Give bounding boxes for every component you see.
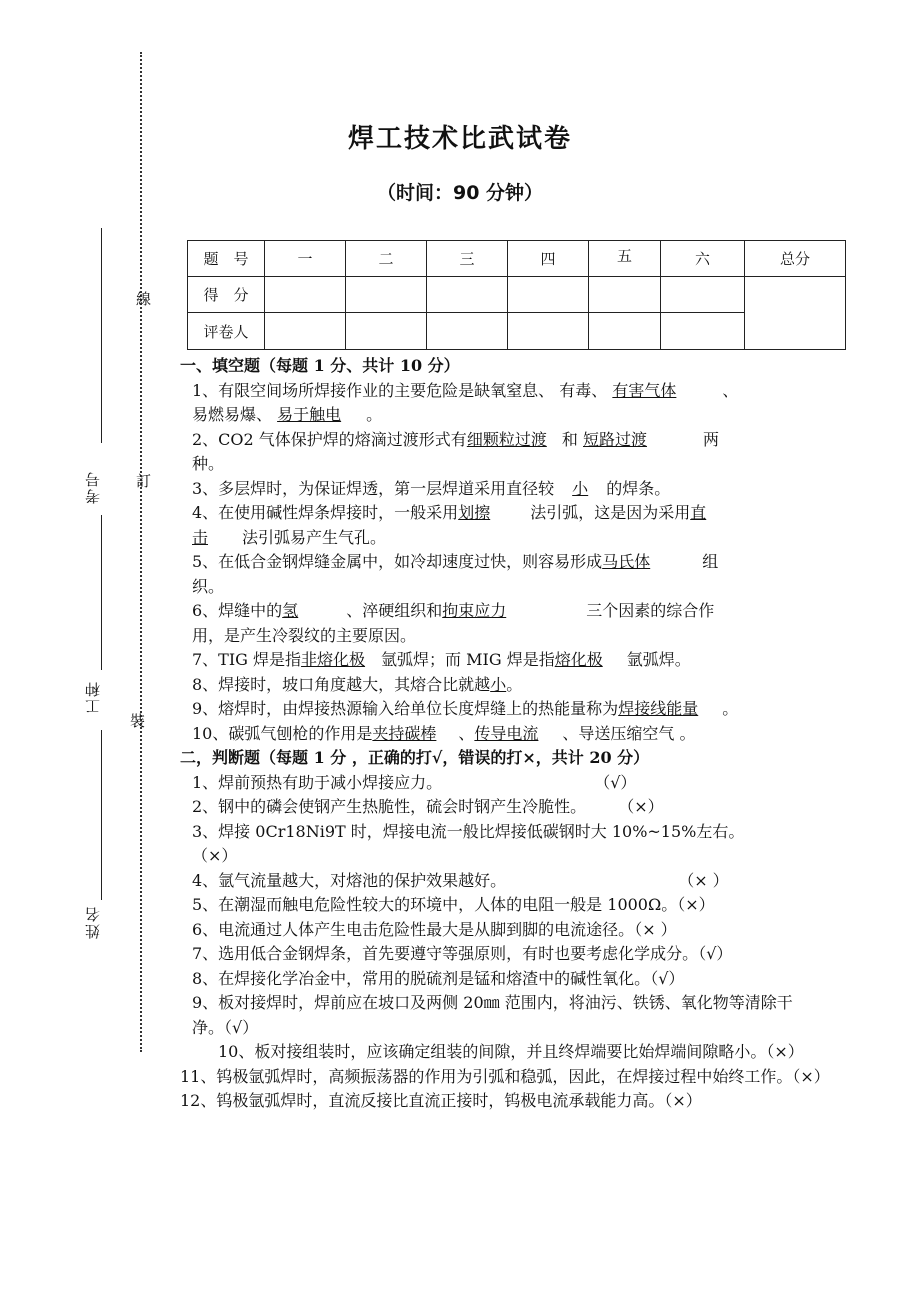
section2-heading: 二，判断题（每题 1 分 ，正确的打√，错误的打×，共计 20 分） (180, 748, 650, 767)
job-line (101, 515, 102, 670)
score-cell[interactable] (589, 277, 661, 313)
answer-blank: 小 (490, 674, 507, 694)
judge-question: 10、板对接组装时，应该确定组装的间隙，并且终焊端要比始焊端间隙略小。（×） (218, 1042, 804, 1061)
judge-answer: （×） (766, 1042, 804, 1061)
judge-question: 2、钢中的磷会使钢产生热脆性，硫会时钢产生冷脆性。 （×） (192, 797, 664, 816)
judge-answer: （×） (192, 846, 238, 865)
judge-question: 1、焊前预热有助于减小焊接应力。 （√） (192, 772, 637, 792)
grader-cell[interactable] (265, 313, 346, 350)
judge-answer: （×） (792, 1066, 830, 1086)
fill-question-2: 2、CO2 气体保护焊的熔滴过渡形式有细颗粒过渡 和 短路过渡 两 种。 (192, 429, 720, 473)
judge-question: 4、氩气流量越大，对熔池的保护效果越好。 （× ） (192, 870, 729, 890)
judge-answer: （√） (224, 1017, 259, 1037)
score-table (187, 240, 846, 350)
answer-blank: 拘束应力 (442, 601, 507, 620)
judge-answer: （×） (626, 797, 664, 816)
answer-blank: 易于触电 (277, 405, 342, 424)
grader-cell[interactable] (427, 313, 508, 350)
name-line (101, 730, 102, 900)
judge-question: 9、板对接焊时，焊前应在坡口及两侧 20㎜ 范围内，将油污、铁锈、氧化物等清除干净。（√） (192, 993, 793, 1037)
exam-no-label: 考号 (84, 470, 102, 504)
score-row-label: 得 分 (188, 277, 265, 313)
name-label: 姓名 (84, 905, 102, 939)
fill-question-1: 1、有限空间场所焊接作业的主要危险是缺氧窒息、 有毒、 有害气体 、 易燃易爆、 易于触电 。 (180, 379, 800, 428)
answer-blank: 小 (572, 478, 589, 498)
score-header-cell: 题 号 (188, 241, 265, 277)
answer-blank: 细颗粒过渡 (466, 429, 547, 449)
fill-question-8: 8、焊接时，坡口角度越大，其熔合比就越小。 (180, 673, 800, 698)
judge-question: 6、电流通过人体产生电击危险性最大是从脚到脚的电流途径。（× ） (192, 919, 677, 939)
exam-duration: （时间：90 分钟） (376, 182, 544, 204)
judge-question: 7、选用低合金钢焊条，首先要遵守等强原则，有时也要考虑化学成分。（√） (192, 944, 733, 963)
answer-blank: 焊接线能量 (618, 699, 699, 718)
judge-answer: （×） (664, 1091, 702, 1110)
answer-blank: 夹持碳棒 (372, 723, 437, 743)
grader-cell[interactable] (661, 313, 745, 350)
score-cell[interactable] (661, 277, 745, 313)
fill-question-3: 3、多层焊时，为保证焊透，第一层焊道采用直径较 小 的焊条。 (180, 477, 800, 502)
grader-cell[interactable] (508, 313, 589, 350)
answer-blank: 划擦 (458, 503, 491, 522)
exam-content (180, 354, 830, 1114)
score-cell[interactable] (508, 277, 589, 313)
score-row (188, 277, 846, 313)
fill-question-4: 4、在使用碱性焊条焊接时，一般采用划擦 法引弧，这是因为采用直 击 法引弧易产生气孔。 (180, 501, 800, 550)
grader-cell[interactable] (346, 313, 427, 350)
judge-question: 12、钨极氩弧焊时，直流反接比直流正接时，钨极电流承载能力高。（×） (180, 1091, 702, 1110)
judge-answer: （×） (677, 895, 715, 914)
fill-question-5: 5、在低合金钢焊缝金属中，如冷却速度过快，则容易形成马氏体 组 织。 (192, 552, 719, 596)
score-header-cell: 三 (427, 241, 508, 277)
fill-question-6: 6、焊缝中的氢 、淬硬组织和拘束应力 三个因素的综合作 用，是产生冷裂纹的主要原因。 (192, 601, 715, 645)
fill-question-9: 9、熔焊时，由焊接热源输入给单位长度焊缝上的热能量称为焊接线能量 。 (180, 697, 800, 722)
score-cell[interactable] (265, 277, 346, 313)
judge-answer: （√） (698, 944, 733, 963)
judge-question: 8、在焊接化学冶金中，常用的脱硫剂是锰和熔渣中的碱性氧化。（√） (192, 968, 685, 988)
judge-answer: （√） (650, 968, 685, 988)
judge-answer: （√） (602, 772, 637, 792)
fill-question-10: 10、碳弧气刨枪的作用是夹持碳棒 、传导电流 、导送压缩空气 。 (180, 722, 800, 747)
binder-mark-top: 線 (136, 290, 152, 308)
judge-answer: （× ） (634, 919, 677, 939)
answer-blank: 熔化极 (554, 650, 603, 669)
score-header-cell: 二 (346, 241, 427, 277)
section1-heading: 一、填空题（每题 1 分、共计 10 分） (180, 356, 460, 375)
score-header-cell: 四 (508, 241, 589, 277)
judge-question: 11、钨极氩弧焊时，高频振荡器的作用为引弧和稳弧，因此，在焊接过程中始终工作。（×） (180, 1066, 830, 1086)
fill-question-7: 7、TIG 焊是指非熔化极 氩弧焊；而 MIG 焊是指熔化极 氩弧焊。 (180, 648, 800, 673)
answer-blank: 马氏体 (602, 552, 651, 571)
judge-question: 3、焊接 0Cr18Ni9T 时，焊接电流一般比焊接低碳钢时大 10%~15%左右。 （×） (192, 821, 745, 865)
answer-blank: 直 (690, 503, 707, 522)
grader-cell[interactable] (589, 313, 661, 350)
score-table-header-row (188, 241, 846, 277)
score-header-cell: 六 (661, 241, 745, 277)
binder-mark-bottom: 裝 (130, 712, 146, 730)
grader-row-label: 评卷人 (188, 313, 265, 350)
judge-answer: （× ） (686, 870, 729, 890)
answer-blank: 有害气体 (612, 380, 677, 400)
answer-blank: 击 (192, 527, 209, 547)
score-header-cell: 五 (589, 241, 661, 277)
score-cell[interactable] (427, 277, 508, 313)
page-title: 焊工技术比武试卷 (347, 124, 572, 154)
answer-blank: 短路过渡 (583, 429, 648, 449)
answer-blank: 传导电流 (474, 723, 539, 743)
judge-question: 5、在潮湿而触电危险性较大的环境中，人体的电阻一般是 1000Ω。（×） (192, 895, 715, 914)
job-label: 工种 (84, 680, 102, 714)
answer-blank: 氢 (282, 601, 299, 620)
binder-mark-middle: 訂 (136, 472, 152, 490)
answer-blank: 非熔化极 (301, 650, 366, 669)
exam-no-line (101, 228, 102, 443)
score-header-cell: 一 (265, 241, 346, 277)
score-header-cell: 总分 (745, 241, 846, 277)
total-score-cell[interactable] (745, 277, 846, 350)
score-cell[interactable] (346, 277, 427, 313)
